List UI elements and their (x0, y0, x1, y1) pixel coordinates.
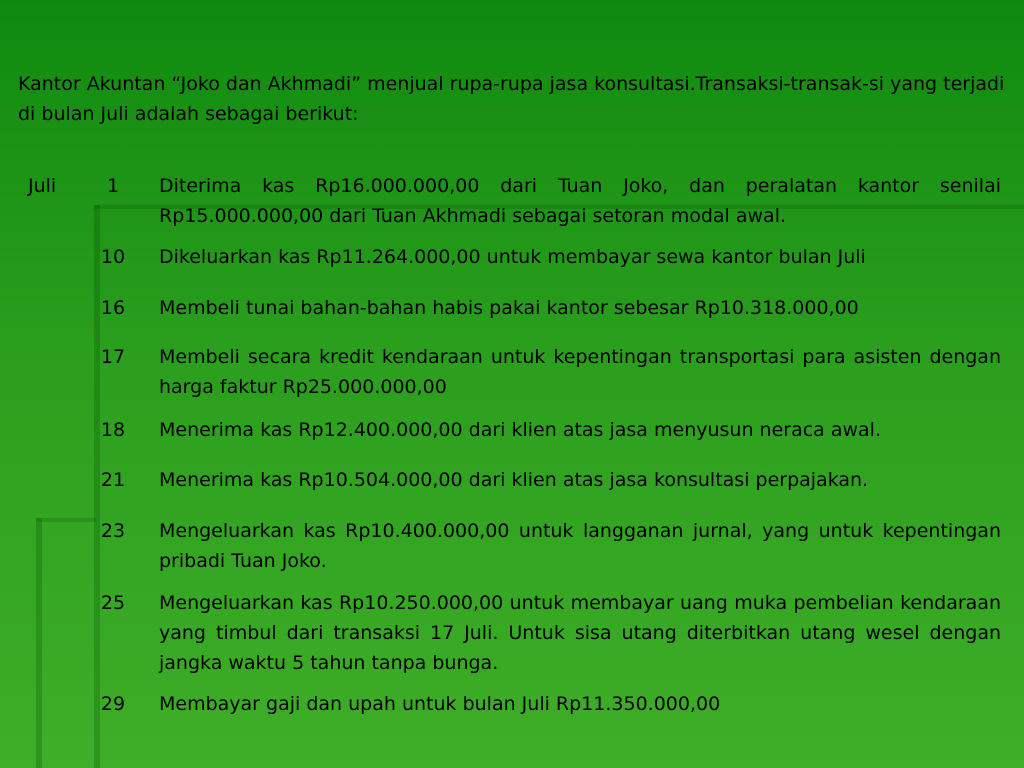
transaction-day: 25 (100, 592, 126, 614)
transaction-description: Dikeluarkan kas Rp11.264.000,00 untuk membayar sewa kantor bulan Juli (159, 246, 866, 268)
transaction-description: Membeli secara kredit kendaraan untuk kepentingan transportasi para asisten dengan harga faktur Rp25.000.000,00 (159, 346, 1001, 398)
transaction-description: Membeli tunai bahan-bahan habis pakai kantor sebesar Rp10.318.000,00 (159, 297, 859, 319)
transaction-day: 29 (100, 693, 126, 715)
transaction-day: 18 (100, 419, 126, 441)
transaction-day: 17 (100, 346, 126, 368)
transaction-day: 21 (100, 469, 126, 491)
transaction-day: 10 (100, 246, 126, 268)
transaction-description: Mengeluarkan kas Rp10.250.000,00 untuk membayar uang muka pembelian kendaraan yang timbul dari transaksi 17 Juli. Untuk sisa utang diterbitkan utang wesel dengan jangka waktu 5 tahun tanpa bunga. (159, 592, 1001, 674)
transaction-day: 23 (100, 520, 126, 542)
transaction-description: Menerima kas Rp12.400.000,00 dari klien atas jasa menyusun neraca awal. (159, 419, 881, 441)
transaction-description: Menerima kas Rp10.504.000,00 dari klien atas jasa konsultasi perpajakan. (159, 469, 869, 491)
intro-paragraph: Kantor Akuntan “Joko dan Akhmadi” menjual rupa-rupa jasa konsultasi.Transaksi-transak-si yang terjadi di bulan Juli adalah sebagai berikut: (18, 73, 1005, 125)
transaction-description: Membayar gaji dan upah untuk bulan Juli Rp11.350.000,00 (159, 693, 721, 715)
transaction-description: Mengeluarkan kas Rp10.400.000,00 untuk langganan jurnal, yang untuk kepentingan pribadi Tuan Joko. (159, 520, 1001, 572)
transaction-day: 16 (100, 297, 126, 319)
month-label: Juli (28, 175, 57, 197)
transaction-description: Diterima kas Rp16.000.000,00 dari Tuan Joko, dan peralatan kantor senilai Rp15.000.000,00 dari Tuan Akhmadi sebagai setoran modal awal. (159, 175, 1001, 227)
transaction-day: 1 (106, 175, 120, 197)
